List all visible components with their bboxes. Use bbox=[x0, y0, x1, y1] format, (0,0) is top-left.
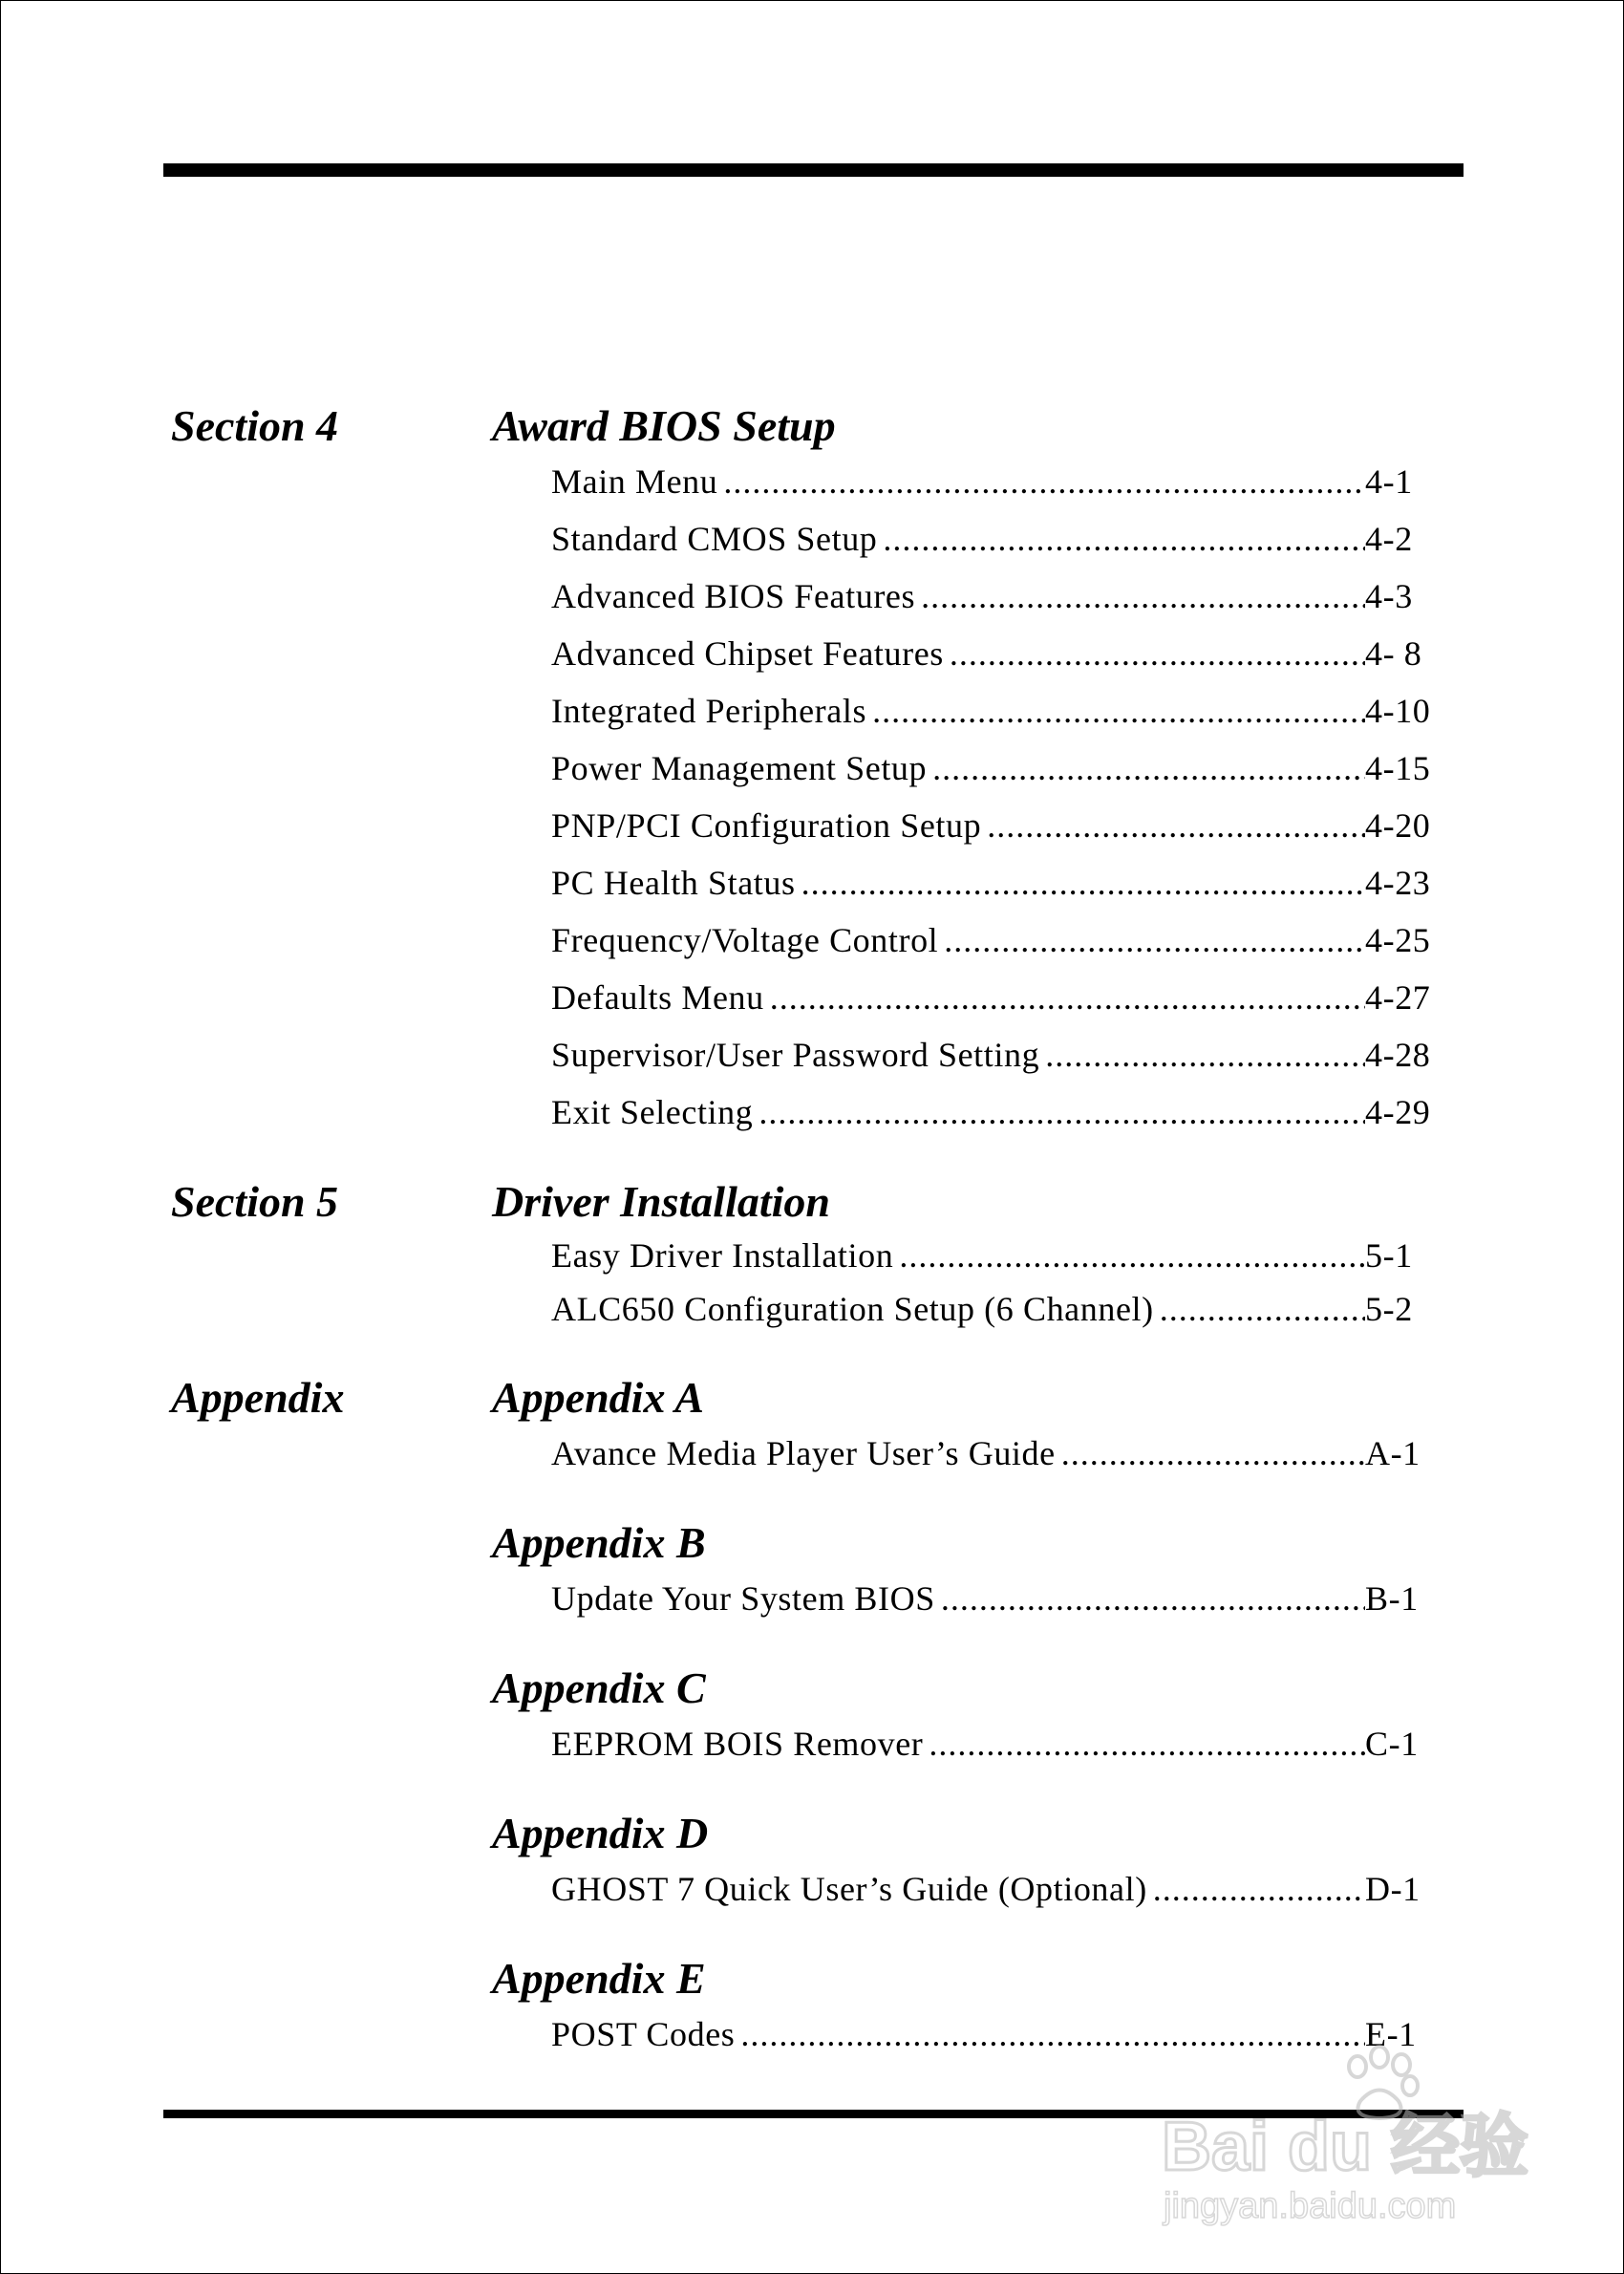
toc-page-number: 4-23 bbox=[1365, 864, 1431, 902]
dot-leader bbox=[1056, 1425, 1365, 1482]
toc-page-number: 4-10 bbox=[1365, 692, 1431, 730]
toc-page-number: B-1 bbox=[1365, 1579, 1419, 1618]
section-label: Section 4 bbox=[171, 401, 339, 450]
appendix-entries bbox=[551, 1570, 1440, 1627]
toc-entry-title: POST Codes bbox=[551, 2015, 736, 2053]
toc-page-number: 4-27 bbox=[1365, 978, 1431, 1017]
toc-entry[interactable] bbox=[551, 1715, 1440, 1772]
section-label: Appendix bbox=[171, 1373, 345, 1422]
bottom-rule bbox=[163, 2110, 1464, 2118]
toc-entry-title: Update Your System BIOS bbox=[551, 1579, 935, 1618]
toc-entry[interactable] bbox=[551, 797, 1440, 854]
appendix-item bbox=[492, 1371, 1447, 1482]
dot-leader bbox=[796, 854, 1365, 912]
dot-leader bbox=[764, 969, 1365, 1026]
dot-leader bbox=[717, 453, 1365, 510]
dot-leader bbox=[927, 740, 1365, 797]
toc-entry-title: Advanced BIOS Features bbox=[551, 577, 916, 615]
dot-leader bbox=[923, 1715, 1365, 1772]
appendix-item bbox=[492, 1516, 1447, 1627]
dot-leader bbox=[1154, 1282, 1365, 1336]
appendix-item bbox=[492, 1952, 1447, 2063]
toc-page-number: 4-29 bbox=[1365, 1093, 1431, 1131]
appendix-entries bbox=[551, 1425, 1440, 1482]
toc-entry[interactable] bbox=[551, 2006, 1440, 2063]
dot-leader bbox=[935, 1570, 1365, 1627]
toc-entry[interactable] bbox=[551, 1229, 1440, 1282]
toc-page-number: 4-25 bbox=[1365, 921, 1431, 959]
toc-entry[interactable] bbox=[551, 1570, 1440, 1627]
section-block bbox=[492, 399, 1447, 1141]
toc-entry-title: Avance Media Player User’s Guide bbox=[551, 1434, 1056, 1472]
appendix-title: Appendix A bbox=[492, 1373, 704, 1422]
toc-page-number: C-1 bbox=[1365, 1725, 1419, 1763]
toc-entry-title: PNP/PCI Configuration Setup bbox=[551, 806, 982, 845]
appendix-block bbox=[492, 1371, 1447, 2063]
watermark-brand: Bai du 经验 bbox=[1162, 2109, 1529, 2185]
toc-entry-title: GHOST 7 Quick User’s Guide (Optional) bbox=[551, 1870, 1147, 1908]
appendix-title: Appendix E bbox=[492, 1954, 706, 2003]
toc-entry-title: ALC650 Configuration Setup (6 Channel) bbox=[551, 1290, 1154, 1328]
toc-page-number: 4-1 bbox=[1365, 462, 1413, 501]
toc-entry-title: Exit Selecting bbox=[551, 1093, 754, 1131]
dot-leader bbox=[735, 2006, 1365, 2063]
toc-page-number: 4-28 bbox=[1365, 1036, 1431, 1074]
toc-page-number: 4-15 bbox=[1365, 749, 1431, 787]
toc-page-number: 4-20 bbox=[1365, 806, 1431, 845]
toc-entry[interactable] bbox=[551, 1026, 1440, 1083]
dot-leader bbox=[877, 510, 1365, 568]
toc-entry-title: Defaults Menu bbox=[551, 978, 764, 1017]
toc-page-number: 4-2 bbox=[1365, 520, 1413, 558]
section-label: Section 5 bbox=[171, 1177, 339, 1226]
toc-page-number: A-1 bbox=[1365, 1434, 1421, 1472]
watermark-url: jingyan.baidu.com bbox=[1164, 2186, 1457, 2226]
section-title: Driver Installation bbox=[492, 1177, 831, 1226]
toc-entry[interactable] bbox=[551, 682, 1440, 740]
appendix-entries bbox=[551, 1860, 1440, 1918]
toc-page-number: 5-2 bbox=[1365, 1290, 1413, 1328]
toc-entry[interactable] bbox=[551, 854, 1440, 912]
toc-entry[interactable] bbox=[551, 568, 1440, 625]
toc-entry-title: Integrated Peripherals bbox=[551, 692, 867, 730]
dot-leader bbox=[1039, 1026, 1365, 1083]
toc-page-number: 4- 8 bbox=[1365, 634, 1422, 673]
dot-leader bbox=[981, 797, 1365, 854]
dot-leader bbox=[753, 1083, 1365, 1141]
toc-entry-title: Supervisor/User Password Setting bbox=[551, 1036, 1040, 1074]
appendix-title: Appendix D bbox=[492, 1809, 709, 1857]
toc-entry-title: Frequency/Voltage Control bbox=[551, 921, 939, 959]
dot-leader bbox=[866, 682, 1365, 740]
toc-entry-title: Standard CMOS Setup bbox=[551, 520, 878, 558]
appendix-entries bbox=[551, 1715, 1440, 1772]
dot-leader bbox=[944, 625, 1365, 682]
toc-entry[interactable] bbox=[551, 1425, 1440, 1482]
toc-entry[interactable] bbox=[551, 912, 1440, 969]
toc-entry-title: Main Menu bbox=[551, 462, 718, 501]
appendix-title: Appendix C bbox=[492, 1663, 706, 1712]
dot-leader bbox=[938, 912, 1365, 969]
dot-leader bbox=[893, 1229, 1365, 1282]
top-rule bbox=[163, 163, 1464, 177]
section-block bbox=[492, 1175, 1447, 1336]
dot-leader bbox=[1147, 1860, 1365, 1918]
toc-entry-title: PC Health Status bbox=[551, 864, 796, 902]
toc-entry[interactable] bbox=[551, 740, 1440, 797]
section-entries bbox=[551, 453, 1440, 1141]
section-title: Award BIOS Setup bbox=[492, 401, 836, 450]
toc-page-number: E-1 bbox=[1365, 2015, 1417, 2053]
toc-entry[interactable] bbox=[551, 510, 1440, 568]
toc-page-number: 4-3 bbox=[1365, 577, 1413, 615]
dot-leader bbox=[915, 568, 1365, 625]
toc-entry-title: Advanced Chipset Features bbox=[551, 634, 944, 673]
toc-entry-title: Power Management Setup bbox=[551, 749, 928, 787]
section-entries bbox=[551, 1229, 1440, 1336]
appendix-item bbox=[492, 1807, 1447, 1918]
appendix-item bbox=[492, 1662, 1447, 1772]
appendix-entries bbox=[551, 2006, 1440, 2063]
toc-entry[interactable] bbox=[551, 1282, 1440, 1336]
toc-entry[interactable] bbox=[551, 453, 1440, 510]
toc-page-number: 5-1 bbox=[1365, 1236, 1413, 1275]
toc-entry[interactable] bbox=[551, 1860, 1440, 1918]
toc-entry-title: Easy Driver Installation bbox=[551, 1236, 894, 1275]
toc-entry[interactable] bbox=[551, 969, 1440, 1026]
toc-entry-title: EEPROM BOIS Remover bbox=[551, 1725, 924, 1763]
toc-page-number: D-1 bbox=[1365, 1870, 1421, 1908]
appendix-title: Appendix B bbox=[492, 1518, 706, 1567]
toc-entry[interactable] bbox=[551, 1083, 1440, 1141]
toc-entry[interactable] bbox=[551, 625, 1440, 682]
